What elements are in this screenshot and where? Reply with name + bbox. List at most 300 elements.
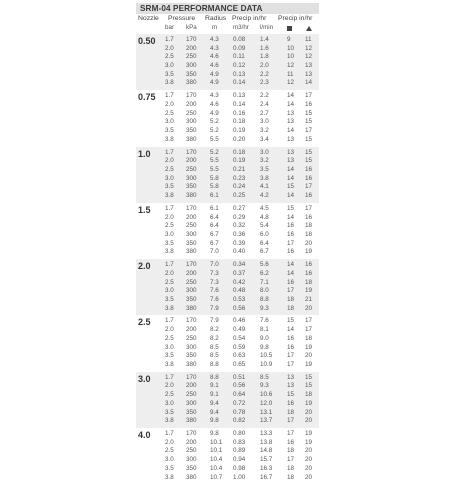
table-cell: 19 bbox=[305, 438, 313, 446]
table-cell: 200 bbox=[186, 382, 197, 390]
table-cell: 3.8 bbox=[165, 135, 174, 143]
header-precip: Precip in/hr bbox=[232, 15, 267, 22]
table-cell: 15 bbox=[305, 118, 313, 126]
nozzle-group bbox=[136, 428, 319, 484]
table-cell: 10.1 bbox=[210, 438, 223, 446]
table-cell: 20 bbox=[305, 304, 313, 312]
table-cell: 3.5 bbox=[165, 352, 174, 360]
table-cell: 18 bbox=[305, 230, 313, 238]
table-cell: 0.72 bbox=[233, 399, 246, 407]
table-cell: 6.2 bbox=[260, 269, 269, 277]
table-header bbox=[136, 14, 319, 34]
table-cell: 3.0 bbox=[260, 148, 269, 156]
table-cell: 9.0 bbox=[260, 334, 269, 342]
table-cell: 4.6 bbox=[210, 53, 219, 61]
table-cell: 0.63 bbox=[233, 352, 246, 360]
table-cell: 2.5 bbox=[165, 222, 174, 230]
table-cell: 17 bbox=[287, 360, 295, 368]
table-row bbox=[136, 374, 319, 383]
table-cell: 300 bbox=[186, 456, 197, 464]
table-cell: 10.6 bbox=[260, 391, 273, 399]
table-cell: 9.4 bbox=[210, 399, 219, 407]
table-cell: 9 bbox=[287, 36, 291, 43]
table-cell: 10.9 bbox=[260, 360, 273, 368]
table-cell: 0.80 bbox=[233, 430, 246, 438]
table-cell: 0.46 bbox=[233, 317, 246, 325]
table-cell: 14 bbox=[305, 79, 313, 87]
table-cell: 250 bbox=[186, 391, 197, 399]
table-cell: 200 bbox=[186, 269, 197, 277]
table-cell: 380 bbox=[186, 304, 197, 312]
table-cell: 1.7 bbox=[165, 373, 174, 381]
table-cell: 0.19 bbox=[233, 127, 246, 135]
table-cell: 15 bbox=[305, 135, 313, 143]
table-cell: 9.1 bbox=[210, 382, 219, 390]
table-cell: 5.2 bbox=[210, 118, 219, 126]
table-cell: 18 bbox=[305, 222, 313, 230]
table-cell: 16 bbox=[287, 222, 295, 230]
table-cell: 2.4 bbox=[260, 100, 269, 108]
table-cell: 3.8 bbox=[165, 79, 174, 87]
table-cell: 2.0 bbox=[165, 157, 174, 165]
table-cell: 17 bbox=[287, 417, 295, 425]
table-cell: 15 bbox=[287, 183, 295, 191]
table-cell: 5.2 bbox=[210, 127, 219, 135]
table-cell: 4.3 bbox=[210, 36, 219, 43]
table-cell: 350 bbox=[186, 352, 197, 360]
table-cell: 2.0 bbox=[165, 438, 174, 446]
table-row bbox=[136, 127, 319, 136]
table-cell: 18 bbox=[305, 334, 313, 342]
table-cell: 18 bbox=[287, 447, 295, 455]
table-row bbox=[136, 305, 319, 314]
table-cell: 5.8 bbox=[210, 174, 219, 182]
table-cell: 3.5 bbox=[165, 183, 174, 191]
table-cell: 0.23 bbox=[233, 174, 246, 182]
table-cell: 200 bbox=[186, 157, 197, 165]
table-cell: 12.0 bbox=[260, 399, 273, 407]
table-cell: 18 bbox=[287, 464, 295, 472]
table-cell: 4.6 bbox=[210, 100, 219, 108]
table-cell: 0.56 bbox=[233, 304, 246, 312]
table-cell: 10 bbox=[287, 53, 295, 61]
table-cell: 0.11 bbox=[233, 53, 245, 61]
table-cell: 250 bbox=[186, 53, 197, 61]
table-cell: 0.94 bbox=[233, 456, 246, 464]
table-cell: 0.51 bbox=[233, 373, 246, 381]
table-cell: 16 bbox=[287, 399, 295, 407]
table-cell: 19 bbox=[305, 248, 313, 256]
table-cell: 7.6 bbox=[260, 317, 269, 325]
table-row bbox=[136, 417, 319, 426]
table-cell: 19 bbox=[305, 430, 313, 438]
table-cell: 13.8 bbox=[260, 438, 273, 446]
table-cell: 3.0 bbox=[165, 118, 174, 126]
table-cell: 20 bbox=[305, 456, 313, 464]
table-cell: 5.5 bbox=[210, 135, 219, 143]
table-cell: 19 bbox=[305, 399, 313, 407]
table-cell: 350 bbox=[186, 408, 197, 416]
table-cell: 3.0 bbox=[165, 230, 174, 238]
square-spacing-icon bbox=[287, 26, 292, 31]
table-cell: 0.13 bbox=[233, 70, 246, 78]
table-cell: 0.39 bbox=[233, 239, 246, 247]
table-cell: 3.5 bbox=[165, 70, 174, 78]
table-row bbox=[136, 240, 319, 249]
table-cell: 3.5 bbox=[260, 165, 269, 173]
table-cell: 7.0 bbox=[210, 261, 219, 269]
table-cell: 9.8 bbox=[210, 430, 219, 438]
table-cell: 2.0 bbox=[260, 62, 269, 70]
table-cell: 3.0 bbox=[165, 287, 174, 295]
table-cell: 2.2 bbox=[260, 92, 269, 100]
table-cell: 13 bbox=[287, 157, 295, 165]
table-cell: 8.8 bbox=[260, 295, 269, 303]
table-cell: 3.0 bbox=[165, 174, 174, 182]
table-cell: 20 bbox=[305, 239, 313, 247]
table-cell: 0.19 bbox=[233, 157, 246, 165]
header-radius: Radius bbox=[205, 15, 227, 22]
table-cell: 3.0 bbox=[165, 399, 174, 407]
table-cell: 9.1 bbox=[210, 391, 219, 399]
table-cell: 18 bbox=[305, 278, 313, 286]
table-cell: 250 bbox=[186, 165, 197, 173]
header-nozzle: Nozzle bbox=[138, 15, 159, 22]
table-cell: 170 bbox=[186, 373, 197, 381]
table-cell: 300 bbox=[186, 62, 197, 70]
table-row bbox=[136, 456, 319, 465]
triangle-spacing-icon bbox=[306, 26, 312, 31]
table-cell: 2.0 bbox=[165, 269, 174, 277]
table-cell: 300 bbox=[186, 174, 197, 182]
table-cell: 18 bbox=[287, 473, 295, 481]
table-row bbox=[136, 409, 319, 418]
table-cell: 17 bbox=[287, 239, 295, 247]
nozzle-label: 1.0 bbox=[138, 148, 151, 159]
table-cell: 15 bbox=[305, 382, 313, 390]
table-row bbox=[136, 287, 319, 296]
table-cell: 7.1 bbox=[260, 278, 269, 286]
table-row bbox=[136, 279, 319, 288]
table-cell: 350 bbox=[186, 295, 197, 303]
table-cell: 16.3 bbox=[260, 464, 273, 472]
table-cell: 0.16 bbox=[233, 109, 246, 117]
table-row bbox=[136, 110, 319, 119]
table-cell: 4.3 bbox=[210, 92, 219, 100]
table-cell: 0.25 bbox=[233, 192, 246, 200]
table-cell: 6.7 bbox=[260, 248, 269, 256]
table-cell: 17 bbox=[305, 204, 313, 212]
nozzle-label: 0.50 bbox=[138, 36, 156, 46]
table-cell: 2.0 bbox=[165, 382, 174, 390]
table-cell: 10.1 bbox=[210, 447, 223, 455]
table-cell: 4.2 bbox=[260, 192, 269, 200]
table-row bbox=[136, 36, 319, 45]
table-cell: 16 bbox=[287, 334, 295, 342]
table-cell: 3.0 bbox=[165, 456, 174, 464]
table-cell: 14 bbox=[287, 261, 295, 269]
table-cell: 15 bbox=[305, 109, 313, 117]
table-cell: 20 bbox=[305, 408, 313, 416]
nozzle-label: 3.0 bbox=[138, 373, 151, 384]
table-cell: 0.14 bbox=[233, 79, 246, 87]
table-row bbox=[136, 317, 319, 326]
table-cell: 12 bbox=[287, 62, 295, 70]
table-cell: 250 bbox=[186, 334, 197, 342]
nozzle-label: 0.75 bbox=[138, 92, 156, 103]
table-cell: 19 bbox=[305, 287, 313, 295]
table-cell: 12 bbox=[305, 53, 313, 61]
table-cell: 13 bbox=[305, 70, 313, 78]
table-cell: 21 bbox=[305, 295, 313, 303]
table-cell: 2.5 bbox=[165, 391, 174, 399]
table-cell: 1.7 bbox=[165, 317, 174, 325]
header-unit-kpa: kPa bbox=[186, 24, 197, 31]
table-cell: 15 bbox=[287, 391, 295, 399]
table-row bbox=[136, 361, 319, 370]
table-cell: 17 bbox=[305, 317, 313, 325]
table-row bbox=[136, 248, 319, 257]
table-cell: 0.12 bbox=[233, 62, 246, 70]
nozzle-group bbox=[136, 259, 319, 315]
table-cell: 3.8 bbox=[165, 304, 174, 312]
table-row bbox=[136, 192, 319, 201]
table-cell: 9.4 bbox=[210, 408, 219, 416]
table-row bbox=[136, 149, 319, 158]
table-cell: 250 bbox=[186, 278, 197, 286]
table-cell: 16 bbox=[305, 261, 313, 269]
table-cell: 14 bbox=[287, 192, 295, 200]
header-unit-m3hr: m3/hr bbox=[233, 24, 249, 31]
table-cell: 3.5 bbox=[165, 239, 174, 247]
table-row bbox=[136, 101, 319, 110]
table-cell: 16 bbox=[305, 174, 313, 182]
table-cell: 3.0 bbox=[260, 118, 269, 126]
table-cell: 15 bbox=[305, 373, 313, 381]
table-cell: 7.0 bbox=[210, 248, 219, 256]
table-cell: 300 bbox=[186, 343, 197, 351]
table-cell: 3.5 bbox=[165, 408, 174, 416]
table-cell: 17 bbox=[287, 287, 295, 295]
table-cell: 300 bbox=[186, 399, 197, 407]
table-cell: 12 bbox=[287, 79, 295, 87]
table-cell: 16 bbox=[305, 165, 313, 173]
table-cell: 9.8 bbox=[210, 417, 219, 425]
table-cell: 250 bbox=[186, 109, 197, 117]
table-cell: 14 bbox=[287, 269, 295, 277]
table-row bbox=[136, 400, 319, 409]
table-cell: 0.37 bbox=[233, 269, 246, 277]
table-cell: 4.8 bbox=[260, 213, 269, 221]
table-cell: 17 bbox=[305, 326, 313, 334]
table-cell: 0.42 bbox=[233, 278, 246, 286]
header-unit-lmin: l/min bbox=[260, 24, 274, 31]
nozzle-label: 4.0 bbox=[138, 430, 151, 441]
nozzle-group bbox=[136, 90, 319, 146]
table-cell: 1.7 bbox=[165, 430, 174, 438]
table-cell: 16 bbox=[287, 248, 295, 256]
table-row bbox=[136, 335, 319, 344]
table-cell: 2.7 bbox=[260, 109, 269, 117]
table-cell: 3.5 bbox=[165, 127, 174, 135]
table-cell: 0.32 bbox=[233, 222, 246, 230]
table-cell: 10.5 bbox=[260, 352, 273, 360]
table-row bbox=[136, 382, 319, 391]
table-cell: 4.9 bbox=[210, 79, 219, 87]
table-cell: 6.4 bbox=[260, 239, 269, 247]
table-cell: 8.5 bbox=[260, 373, 269, 381]
table-cell: 380 bbox=[186, 79, 197, 87]
table-cell: 0.54 bbox=[233, 334, 246, 342]
table-cell: 18 bbox=[287, 408, 295, 416]
table-cell: 6.4 bbox=[210, 213, 219, 221]
nozzle-label: 2.5 bbox=[138, 317, 151, 328]
table-cell: 380 bbox=[186, 417, 197, 425]
table-cell: 1.7 bbox=[165, 204, 174, 212]
table-cell: 350 bbox=[186, 239, 197, 247]
table-cell: 0.59 bbox=[233, 343, 246, 351]
table-cell: 19 bbox=[305, 360, 313, 368]
table-cell: 15 bbox=[305, 148, 313, 156]
table-cell: 0.21 bbox=[233, 165, 246, 173]
table-cell: 2.5 bbox=[165, 165, 174, 173]
table-cell: 16 bbox=[305, 269, 313, 277]
table-cell: 17 bbox=[287, 456, 295, 464]
table-cell: 5.6 bbox=[260, 261, 269, 269]
table-cell: 13 bbox=[287, 109, 295, 117]
table-cell: 1.7 bbox=[165, 148, 174, 156]
table-cell: 6.7 bbox=[210, 230, 219, 238]
table-cell: 0.29 bbox=[233, 213, 246, 221]
table-cell: 0.36 bbox=[233, 230, 246, 238]
table-row bbox=[136, 231, 319, 240]
table-cell: 5.4 bbox=[260, 222, 269, 230]
table-cell: 0.09 bbox=[233, 44, 246, 52]
table-cell: 0.64 bbox=[233, 391, 246, 399]
table-cell: 2.0 bbox=[165, 326, 174, 334]
table-row bbox=[136, 205, 319, 214]
table-cell: 14.8 bbox=[260, 447, 273, 455]
table-row bbox=[136, 214, 319, 223]
table-cell: 12 bbox=[305, 44, 313, 52]
table-cell: 18 bbox=[287, 295, 295, 303]
table-cell: 13.3 bbox=[260, 430, 273, 438]
table-cell: 2.2 bbox=[260, 70, 269, 78]
table-cell: 170 bbox=[186, 317, 197, 325]
table-cell: 7.9 bbox=[210, 317, 219, 325]
table-cell: 3.4 bbox=[260, 135, 269, 143]
table-cell: 380 bbox=[186, 192, 197, 200]
table-cell: 1.7 bbox=[165, 261, 174, 269]
table-cell: 0.56 bbox=[233, 382, 246, 390]
table-cell: 170 bbox=[186, 204, 197, 212]
table-row bbox=[136, 79, 319, 88]
table-title: SRM-04 PERFORMANCE DATA bbox=[136, 3, 319, 14]
table-cell: 7.3 bbox=[210, 278, 219, 286]
nozzle-label: 2.0 bbox=[138, 261, 151, 272]
table-cell: 3.5 bbox=[165, 464, 174, 472]
table-row bbox=[136, 430, 319, 439]
table-cell: 16 bbox=[305, 100, 313, 108]
table-cell: 350 bbox=[186, 183, 197, 191]
table-cell: 15 bbox=[287, 317, 295, 325]
table-cell: 2.5 bbox=[165, 109, 174, 117]
table-cell: 15 bbox=[287, 204, 295, 212]
table-cell: 16 bbox=[287, 278, 295, 286]
table-cell: 7.9 bbox=[210, 304, 219, 312]
table-cell: 380 bbox=[186, 248, 197, 256]
table-row bbox=[136, 71, 319, 80]
table-cell: 17 bbox=[287, 352, 295, 360]
table-cell: 250 bbox=[186, 447, 197, 455]
header-precip-2: Precip in/hr bbox=[278, 15, 313, 22]
table-cell: 0.48 bbox=[233, 287, 246, 295]
table-cell: 1.6 bbox=[260, 44, 269, 52]
table-cell: 300 bbox=[186, 230, 197, 238]
nozzle-group bbox=[136, 34, 319, 90]
table-cell: 15 bbox=[305, 157, 313, 165]
table-row bbox=[136, 183, 319, 192]
table-cell: 0.98 bbox=[233, 464, 246, 472]
table-cell: 2.5 bbox=[165, 53, 174, 61]
table-cell: 17 bbox=[287, 430, 295, 438]
header-pressure: Pressure bbox=[168, 15, 196, 22]
table-row bbox=[136, 157, 319, 166]
table-cell: 5.8 bbox=[210, 183, 219, 191]
table-cell: 8.1 bbox=[260, 326, 269, 334]
table-cell: 0.18 bbox=[233, 148, 246, 156]
table-cell: 1.7 bbox=[165, 92, 174, 100]
header-unit-bar: bar bbox=[165, 24, 174, 31]
table-cell: 1.00 bbox=[233, 473, 246, 481]
table-cell: 6.0 bbox=[260, 230, 269, 238]
table-row bbox=[136, 465, 319, 474]
table-row bbox=[136, 352, 319, 361]
table-cell: 0.27 bbox=[233, 204, 246, 212]
table-cell: 14 bbox=[287, 100, 295, 108]
table-row bbox=[136, 53, 319, 62]
table-row bbox=[136, 296, 319, 305]
table-cell: 20 bbox=[305, 417, 313, 425]
table-cell: 350 bbox=[186, 127, 197, 135]
table-cell: 1.7 bbox=[165, 36, 174, 43]
table-cell: 200 bbox=[186, 44, 197, 52]
table-row bbox=[136, 175, 319, 184]
table-cell: 6.7 bbox=[210, 239, 219, 247]
table-cell: 17 bbox=[305, 127, 313, 135]
table-cell: 10.7 bbox=[210, 473, 223, 481]
table-cell: 6.1 bbox=[210, 204, 219, 212]
table-cell: 2.0 bbox=[165, 213, 174, 221]
table-cell: 200 bbox=[186, 438, 197, 446]
table-cell: 4.5 bbox=[260, 204, 269, 212]
table-row bbox=[136, 326, 319, 335]
nozzle-groups bbox=[136, 34, 319, 484]
table-row bbox=[136, 474, 319, 483]
table-cell: 18 bbox=[287, 304, 295, 312]
table-cell: 11 bbox=[305, 36, 312, 43]
table-cell: 13.7 bbox=[260, 417, 273, 425]
table-cell: 250 bbox=[186, 222, 197, 230]
table-cell: 170 bbox=[186, 261, 197, 269]
table-cell: 4.9 bbox=[210, 109, 219, 117]
table-cell: 3.8 bbox=[165, 417, 174, 425]
table-cell: 200 bbox=[186, 100, 197, 108]
table-cell: 11 bbox=[287, 70, 294, 78]
table-cell: 16.7 bbox=[260, 473, 273, 481]
table-cell: 15.7 bbox=[260, 456, 273, 464]
table-cell: 0.78 bbox=[233, 408, 246, 416]
